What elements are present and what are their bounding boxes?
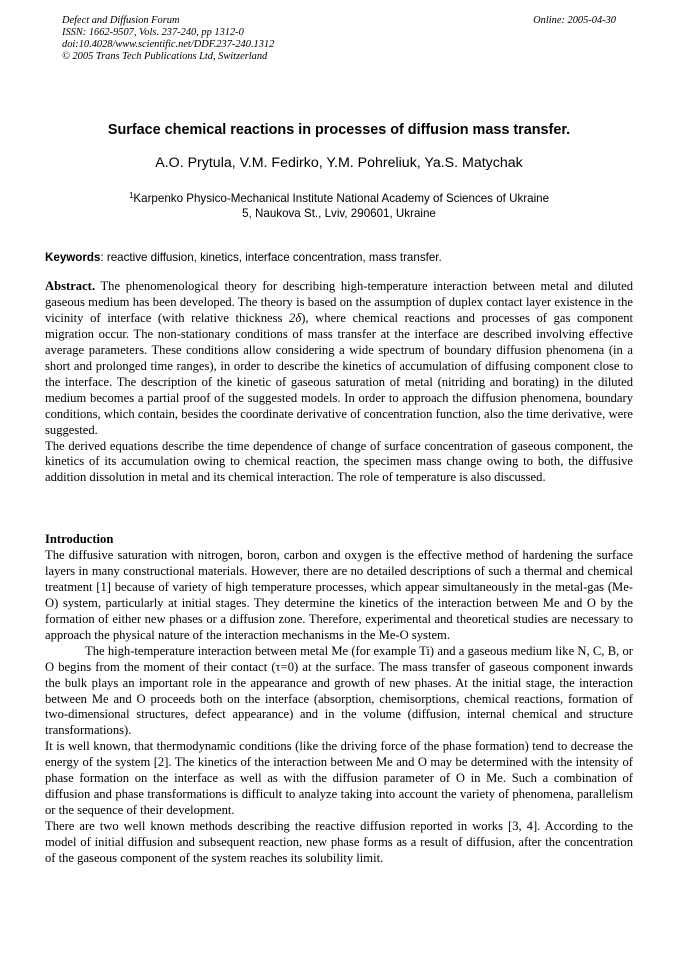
abstract-paragraph-1 [45,279,633,439]
introduction-paragraph-1: The diffusive saturation with nitrogen, boron, carbon and oxygen is the effective method of hardening the surface layers in many constructional materials. However, there are no detailed descriptions of such a thermal and chemical treatment [1] because of variety of high temperature processes, which appear simultaneously in the metal-gas (Me-O) system, particularly at initial stages. They determine the kinetics of the interaction between Me and O by the formation of either new phases or a diffusion zone. Therefore, experimental and theoretical studies are necessary to approach the physical nature of the interaction mechanisms in the Me-O system. [45,547,633,642]
abstract-text-a: The phenomenological theory for describing high-temperature interaction between metal and diluted gaseous medium has been developed. The theory is based on the assumption of duplex contact layer existence in the vicinity of interface (with relative thickness [45,279,633,325]
keywords-text: : reactive diffusion, kinetics, interface concentration, mass transfer. [100,251,442,264]
affiliation [45,191,633,221]
paper-authors: A.O. Prytula, V.M. Fedirko, Y.M. Pohreliuk, Ya.S. Matychak [155,155,523,171]
affiliation-marker: 1 [128,191,134,200]
affiliation-line-2: 5, Naukova St., Lviv, 290601, Ukraine [242,207,436,220]
keywords-label: Keywords [45,251,101,264]
introduction-paragraph-2: The high-temperature interaction between metal Me (for example Ti) and a gaseous medium like N, C, B, or O begins from the moment of their contact (τ=0) at the surface. The mass transfer of gaseous component inwards the bulk plays an important role in the appearance and growth of new phases. At the initial stage, the interaction between Me and O proceeds both on the interface (absorption, chemisorptions, chemical reactions, formation of two-dimensional structures, defect appearance) and in the volume (diffusion, internal chemical and structure transformations). [45,643,633,738]
journal-header [62,15,392,63]
abstract-section [45,279,633,486]
keywords [45,250,633,265]
abstract-paragraph-2: The derived equations describe the time dependence of change of surface concentration of gaseous component, the kinetics of its accumulation owing to chemical reaction, the specimen mass change owing to both, the diffusive addition dissolution in metal and its chemical interaction. The role of temperature is also discussed. [45,438,633,485]
introduction-section [45,532,633,867]
affiliation-line-1: Karpenko Physico-Mechanical Institute National Academy of Sciences of Ukraine [133,192,550,205]
online-date: Online: 2005-04-30 [533,15,616,26]
abstract-label: Abstract. [45,279,96,293]
journal-issn: ISSN: 1662-9507, Vols. 237-240, pp 1312-0 [62,27,244,38]
thickness-symbol: 2δ [289,310,302,325]
abstract-text-b: ), where chemical reactions and processes of gas component migration occur. The non-stationary conditions of mass transfer at the interface are described involving effective average parameters. These conditions allow considering a wide spectrum of boundary diffusion phenomena (in a short and prolonged time ranges), in order to describe the kinetics of accumulation of diffusing component close to the interface. The description of the kinetic of gaseous saturation of metal (nitriding and borating) in the diluted medium becomes a partial proof of the suggested models. In order to approach the diffusion phenomena, boundary conditions, which contain, besides the coordinate derivative of concentration function, also the time derivative, were suggested. [45,310,633,437]
paper-title: Surface chemical reactions in processes of diffusion mass transfer. [107,122,571,138]
journal-copyright: © 2005 Trans Tech Publications Ltd, Switzerland [62,51,268,62]
introduction-paragraph-3: It is well known, that thermodynamic conditions (like the driving force of the phase formation) tend to decrease the energy of the system [2]. The kinetics of the interaction between Me and O may be determined with the intensity of phase formation on the interface as well as with the diffusion parameter of O in Me. Such a combination of diffusion and phase transformations is difficult to analyze taking into account the variety of phenomena, parallelism or the sequence of their development. [45,739,633,818]
journal-name: Defect and Diffusion Forum [62,15,180,26]
introduction-heading: Introduction [45,532,114,546]
introduction-paragraph-4: There are two well known methods describing the reactive diffusion reported in works [3, 4]. According to the model of initial diffusion and subsequent reaction, new phase forms as a result of diffusion, after the concentration of the gaseous component of the system reaches its solubility limit. [45,819,633,866]
journal-doi[interactable]: doi:10.4028/www.scientific.net/DDF.237-240.1312 [62,39,275,50]
